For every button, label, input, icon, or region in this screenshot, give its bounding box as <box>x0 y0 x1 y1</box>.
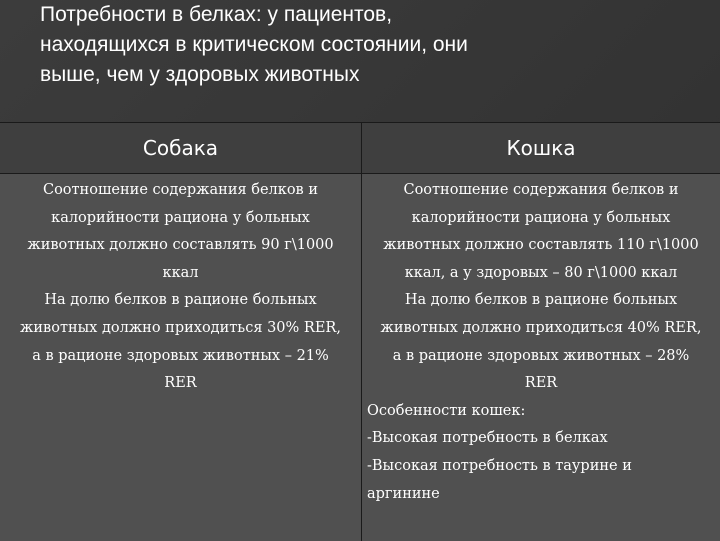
cat-note-line: аргинине <box>367 485 440 502</box>
cat-text-line: животных должно приходиться 40% RER, <box>380 319 702 336</box>
cat-text-line: На долю белков в рационе больных <box>404 292 678 309</box>
dog-text-line: калорийности рациона у больных <box>51 209 310 226</box>
cat-text-line: а в рационе здоровых животных – 28% <box>392 347 690 364</box>
header-dog: Собака <box>142 136 219 160</box>
cat-text-line: ккал, а у здоровых – 80 г\1000 ккал <box>404 264 678 281</box>
table-body-row <box>0 174 720 541</box>
cat-note-line: -Высокая потребность в белках <box>367 430 608 447</box>
cat-text-line: RER <box>524 375 558 392</box>
slide-title <box>40 0 700 90</box>
header-cat: Кошка <box>506 136 576 160</box>
dog-cell <box>0 177 361 398</box>
title-line: находящихся в критическом состоянии, они <box>40 33 468 56</box>
dog-text-line: RER <box>164 375 197 392</box>
cat-note-line: -Высокая потребность в таурине и <box>367 457 632 474</box>
dog-text-line: ккал <box>162 264 199 281</box>
cat-text-line: калорийности рациона у больных <box>411 209 671 226</box>
dog-text-line: Соотношение содержания белков и <box>42 182 318 198</box>
dog-text-line: а в рационе здоровых животных – 21% <box>32 347 329 364</box>
table-header-row <box>0 123 720 174</box>
title-line: Потребности в белках: у пациентов, <box>40 3 393 26</box>
dog-text-line: животных должно составлять 90 г\1000 <box>27 237 334 254</box>
cat-text-line: животных должно составлять 110 г\1000 <box>383 237 699 254</box>
dog-text-line: На долю белков в рационе больных <box>44 292 317 309</box>
cat-text-line: Соотношение содержания белков и <box>403 182 679 198</box>
cat-note-line: Особенности кошек: <box>367 402 526 419</box>
cat-cell <box>362 177 720 508</box>
dog-text-line: животных должно приходиться 30% RER, <box>20 319 341 336</box>
title-line: выше, чем у здоровых животных <box>40 63 360 86</box>
column-divider <box>361 123 362 541</box>
comparison-table <box>0 122 720 541</box>
